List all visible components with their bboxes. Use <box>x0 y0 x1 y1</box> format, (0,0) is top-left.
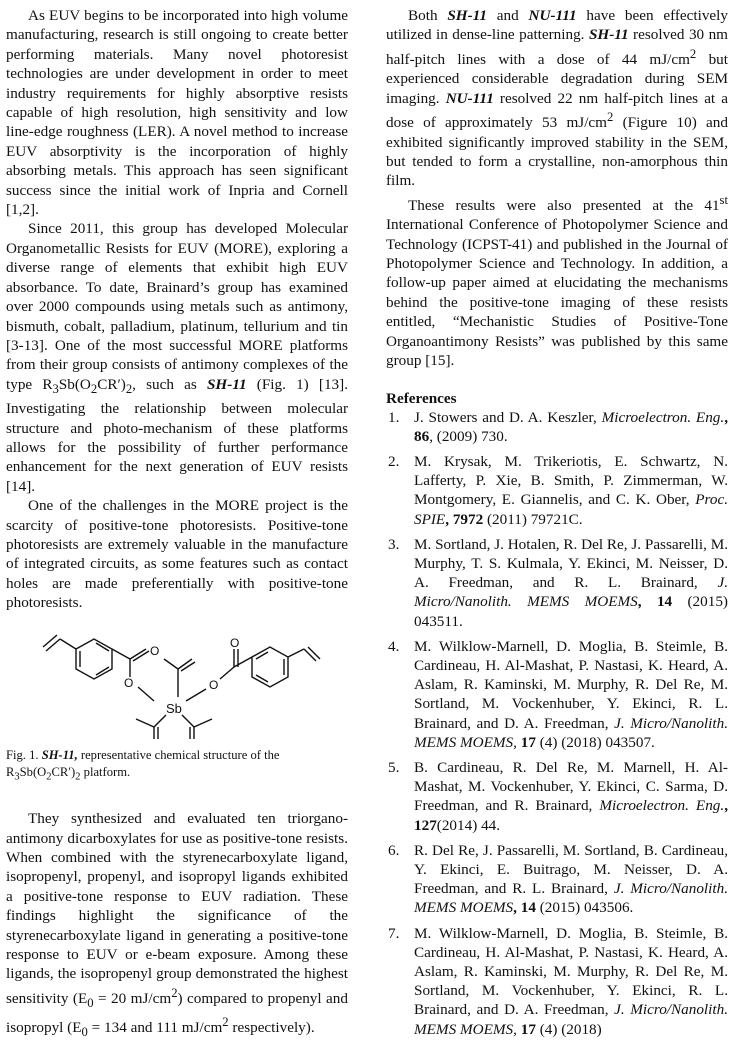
svg-text:O: O <box>209 677 219 692</box>
paragraph-conference: These results were also presented at the 41st International Conference of Photopolymer Science and Technology (ICPST-41) and published in the Journal of Photopolymer Science and Technology. In addition, a follow-up paper aimed at elucidating the mechanisms behind the positive-tone imaging of these resists entitled, “Mechanistic Studies of Positive-Tone Organoantimony Resists” was published by this same group [15]. <box>386 192 728 370</box>
reference-number: 4. <box>388 637 400 655</box>
reference-item: 7. M. Wilklow-Marnell, D. Moglia, B. Steimle, B. Cardineau, H. Al-Mashat, P. Nastasi, K. Heard, A. Aslam, R. Kaminski, M. Murphy, R. Del Re, M. Sortland, M. Vockenhuber, Y. Ekinci, R. L. Brainard, and D. A. Freedman, J. Micro/Nanolith. MEMS MOEMS, 17 (4) (2018) <box>388 924 728 1038</box>
reference-number: 6. <box>388 841 400 859</box>
reference-item: 5. B. Cardineau, R. Del Re, M. Marnell, H. Al-Mashat, M. Vockenhuber, Y. Ekinci, C. Sarma, D. Freedman, and R. Brainard, Microelectron. Eng., 127(2014) 44. <box>388 758 728 834</box>
reference-item: 3. M. Sortland, J. Hotalen, R. Del Re, J. Passarelli, M. Murphy, T. S. Kulmala, Y. Ekinci, M. Neisser, D. A. Freedman, and R. L. Brainard, J. Micro/Nanolith. MEMS MOEMS, 14 (2015) 043511. <box>388 535 728 630</box>
reference-number: 3. <box>388 535 400 553</box>
reference-item: 6. R. Del Re, J. Passarelli, M. Sortland, B. Cardineau, Y. Ekinci, E. Buitrago, M. Neisser, D. A. Freedman, and R. L. Brainard, J. Micro/Nanolith. MEMS MOEMS, 14 (2015) 043506. <box>388 841 728 917</box>
svg-text:O: O <box>124 675 134 690</box>
reference-item: 1. J. Stowers and D. A. Keszler, Microelectron. Eng., 86, (2009) 730. <box>388 408 728 445</box>
paragraph-more-history: Since 2011, this group has developed Molecular Organometallic Resists for EUV (MORE), exploring a diverse range of elements that exhibit high EUV absorbance. To date, Brainard’s group has examined over 2000 compounds using metals such as antimony, bismuth, cobalt, palladium, platinum, tellurium and tin [3-13]. One of the most successful MORE platforms from their group consists of antimony complexes of the type $R_3Sb(O_2CR')_2$, such as SH-11 (Fig. 1) [13]. Investigating the relationship between molecular structure and photo-mechanism of these platforms allows for the possibility of further performance enhancement for the next generation of EUV resists [14]. <box>6 220 348 495</box>
svg-text:O: O <box>230 635 240 650</box>
figure-structure <box>6 621 348 741</box>
left-column <box>6 6 348 1043</box>
reference-number: 5. <box>388 758 400 776</box>
paragraph-patterning: Both SH-11 and NU-111 have been effectively utilized in dense-line patterning. SH-11 resolved 30 nm half-pitch lines with a dose of 44 $mJ/cm^2$ but experienced considerable degradation during SEM imaging. NU-111 resolved 22 nm half-pitch lines at a dose of approximately 53 $mJ/cm^2$ (Figure 10) and exhibited significantly improved stability in the SEM, but tended to form a crystalline, non-amorphous thin film. <box>386 7 729 190</box>
references-list <box>386 408 728 1039</box>
right-column <box>386 6 728 1045</box>
reference-item: 4. M. Wilklow-Marnell, D. Moglia, B. Steimle, B. Cardineau, H. Al-Mashat, P. Nastasi, K. Heard, A. Aslam, R. Kaminski, M. Murphy, R. Del Re, M. Sortland, M. Vockenhuber, Y. Ekinci, R. L. Brainard, and D. A. Freedman, J. Micro/Nanolith. MEMS MOEMS, 17 (4) (2018) 043507. <box>388 637 728 751</box>
paragraph-positive-tone: One of the challenges in the MORE project is the scarcity of positive-tone photoresists. Positive-tone photoresists are extremely valuable in the manufacture of integrated circuits, as some features such as contact holes are made preferentially with positive-tone photoresists. <box>6 497 348 612</box>
paragraph-synthesis: They synthesized and evaluated ten triorgano-antimony dicarboxylates for use as positive-tone resists. When combined with the styrenecarboxylate ligand, isopropenyl, propenyl, and isopropyl ligands exhibited a positive-tone response to EUV radiation. These findings highlight the significance of the styrenecarboxylate ligand in generating a positive-tone response to EUV or e-beam exposure. Among these ligands, the isopropenyl group demonstrated the highest sensitivity ($E_0 = 20$ $mJ/cm^2$) compared to propenyl and isopropyl ($E_0 = 134$ and 111 $mJ/cm^2$ respectively). <box>6 810 348 1040</box>
paragraph-intro: As EUV begins to be incorporated into high volume manufacturing, research is still ongoing to create better performing materials. Many novel photoresist technologies are under development in order to meet industry requirements for highly absorptive resists capable of high resolution, high sensitivity and low line-edge roughness (LER). A novel method to increase EUV absorptivity is the incorporation of highly absorbing metals. This approach has seen significant success since the initial work of Inpria and Cornell [1,2]. <box>6 7 348 219</box>
svg-text:O: O <box>150 643 160 658</box>
reference-number: 1. <box>388 408 400 426</box>
reference-number: 2. <box>388 452 400 470</box>
chemical-structure-diagram <box>6 621 348 741</box>
reference-item: 2. M. Krysak, M. Trikeriotis, E. Schwartz, N. Lafferty, P. Xie, B. Smith, P. Zimmerman, W. Montgomery, E. Giannelis, and C. K. Ober, Proc. SPIE, 7972 (2011) 79721C. <box>388 452 728 528</box>
antimony-label: Sb <box>166 700 182 716</box>
figure-caption: Fig. 1. SH-11, representative chemical structure of the $R_3Sb(O_2CR')_2$ platform. <box>6 747 280 783</box>
reference-number: 7. <box>388 924 400 942</box>
references-heading: References <box>386 389 457 407</box>
